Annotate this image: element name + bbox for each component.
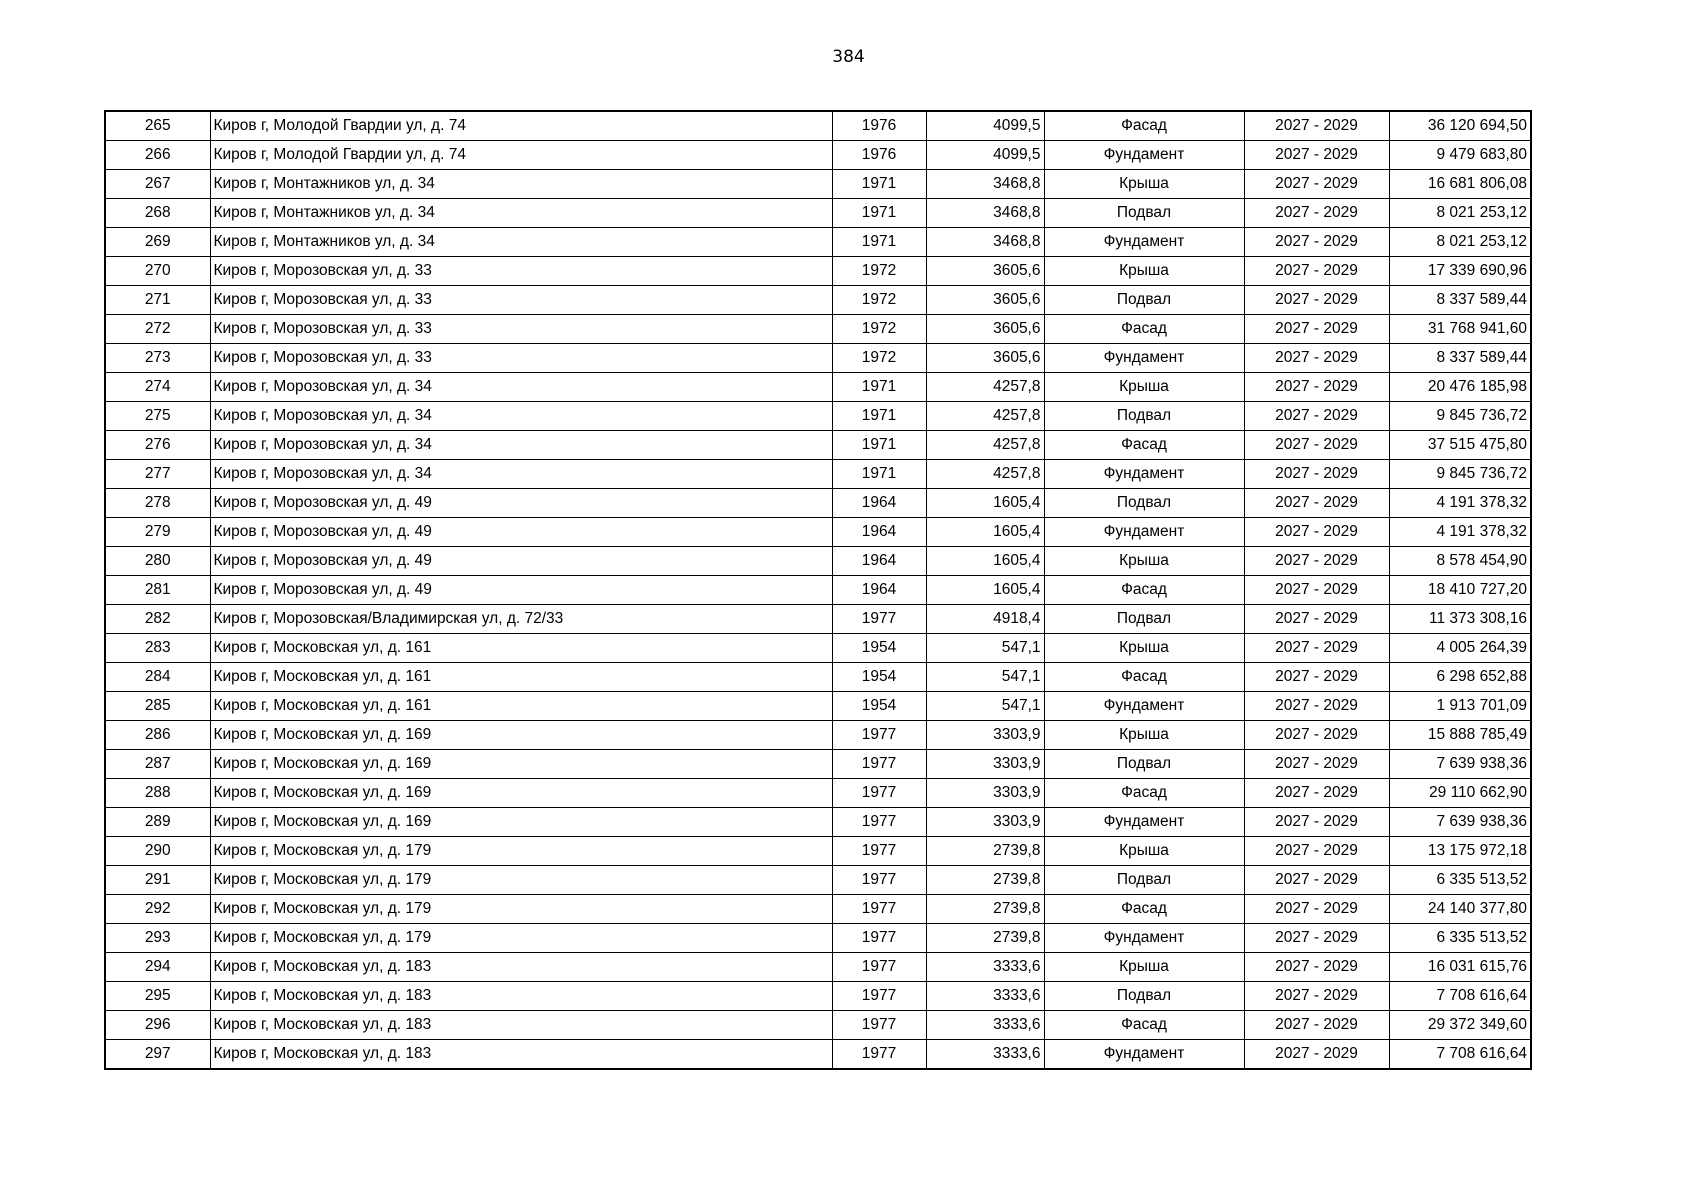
- row-number-cell: 289: [105, 808, 210, 837]
- cost-cell: 7 708 616,64: [1389, 1040, 1531, 1070]
- row-number-cell: 294: [105, 953, 210, 982]
- area-cell: 4918,4: [926, 605, 1044, 634]
- period-cell: 2027 - 2029: [1244, 895, 1389, 924]
- build-year-cell: 1971: [832, 228, 926, 257]
- work-type-cell: Фасад: [1044, 431, 1244, 460]
- table-row: [105, 721, 1531, 750]
- row-number-cell: 283: [105, 634, 210, 663]
- cost-cell: 8 021 253,12: [1389, 199, 1531, 228]
- area-cell: 3303,9: [926, 721, 1044, 750]
- work-type-cell: Крыша: [1044, 373, 1244, 402]
- row-number-cell: 281: [105, 576, 210, 605]
- period-cell: 2027 - 2029: [1244, 808, 1389, 837]
- row-number-cell: 279: [105, 518, 210, 547]
- area-cell: 3333,6: [926, 982, 1044, 1011]
- period-cell: 2027 - 2029: [1244, 257, 1389, 286]
- table-row: [105, 750, 1531, 779]
- period-cell: 2027 - 2029: [1244, 286, 1389, 315]
- cost-cell: 16 031 615,76: [1389, 953, 1531, 982]
- cost-cell: 16 681 806,08: [1389, 170, 1531, 199]
- build-year-cell: 1972: [832, 315, 926, 344]
- period-cell: 2027 - 2029: [1244, 170, 1389, 199]
- address-cell: Киров г, Молодой Гвардии ул, д. 74: [210, 141, 832, 170]
- table-row: [105, 837, 1531, 866]
- build-year-cell: 1977: [832, 779, 926, 808]
- build-year-cell: 1971: [832, 431, 926, 460]
- table-row: [105, 634, 1531, 663]
- address-cell: Киров г, Московская ул, д. 169: [210, 779, 832, 808]
- area-cell: 2739,8: [926, 895, 1044, 924]
- address-cell: Киров г, Московская ул, д. 179: [210, 924, 832, 953]
- period-cell: 2027 - 2029: [1244, 199, 1389, 228]
- address-cell: Киров г, Московская ул, д. 183: [210, 953, 832, 982]
- table-row: [105, 431, 1531, 460]
- period-cell: 2027 - 2029: [1244, 547, 1389, 576]
- area-cell: 3605,6: [926, 257, 1044, 286]
- build-year-cell: 1977: [832, 953, 926, 982]
- period-cell: 2027 - 2029: [1244, 373, 1389, 402]
- row-number-cell: 291: [105, 866, 210, 895]
- cost-cell: 9 479 683,80: [1389, 141, 1531, 170]
- period-cell: 2027 - 2029: [1244, 605, 1389, 634]
- work-type-cell: Фундамент: [1044, 518, 1244, 547]
- address-cell: Киров г, Морозовская ул, д. 34: [210, 373, 832, 402]
- work-type-cell: Подвал: [1044, 286, 1244, 315]
- row-number-cell: 276: [105, 431, 210, 460]
- address-cell: Киров г, Монтажников ул, д. 34: [210, 170, 832, 199]
- build-year-cell: 1971: [832, 402, 926, 431]
- row-number-cell: 284: [105, 663, 210, 692]
- work-type-cell: Фасад: [1044, 895, 1244, 924]
- area-cell: 3605,6: [926, 344, 1044, 373]
- cost-cell: 11 373 308,16: [1389, 605, 1531, 634]
- build-year-cell: 1964: [832, 547, 926, 576]
- area-cell: 3333,6: [926, 1011, 1044, 1040]
- table-body: [105, 111, 1531, 1069]
- period-cell: 2027 - 2029: [1244, 460, 1389, 489]
- address-cell: Киров г, Монтажников ул, д. 34: [210, 199, 832, 228]
- area-cell: 3303,9: [926, 808, 1044, 837]
- period-cell: 2027 - 2029: [1244, 228, 1389, 257]
- cost-cell: 29 372 349,60: [1389, 1011, 1531, 1040]
- cost-cell: 8 578 454,90: [1389, 547, 1531, 576]
- row-number-cell: 278: [105, 489, 210, 518]
- build-year-cell: 1972: [832, 286, 926, 315]
- build-year-cell: 1954: [832, 692, 926, 721]
- area-cell: 3468,8: [926, 170, 1044, 199]
- cost-cell: 7 639 938,36: [1389, 750, 1531, 779]
- cost-cell: 6 298 652,88: [1389, 663, 1531, 692]
- table-row: [105, 895, 1531, 924]
- row-number-cell: 297: [105, 1040, 210, 1070]
- area-cell: 2739,8: [926, 924, 1044, 953]
- row-number-cell: 265: [105, 111, 210, 141]
- table-row: [105, 460, 1531, 489]
- area-cell: 3303,9: [926, 750, 1044, 779]
- cost-cell: 4 191 378,32: [1389, 518, 1531, 547]
- build-year-cell: 1977: [832, 1040, 926, 1070]
- period-cell: 2027 - 2029: [1244, 837, 1389, 866]
- work-type-cell: Фундамент: [1044, 1040, 1244, 1070]
- area-cell: 3303,9: [926, 779, 1044, 808]
- row-number-cell: 269: [105, 228, 210, 257]
- period-cell: 2027 - 2029: [1244, 721, 1389, 750]
- cost-cell: 9 845 736,72: [1389, 402, 1531, 431]
- table-row: [105, 344, 1531, 373]
- period-cell: 2027 - 2029: [1244, 518, 1389, 547]
- table-row: [105, 518, 1531, 547]
- address-cell: Киров г, Морозовская ул, д. 33: [210, 286, 832, 315]
- table-row: [105, 170, 1531, 199]
- table-row: [105, 1040, 1531, 1070]
- build-year-cell: 1971: [832, 460, 926, 489]
- table-row: [105, 692, 1531, 721]
- address-cell: Киров г, Морозовская ул, д. 49: [210, 576, 832, 605]
- work-type-cell: Подвал: [1044, 982, 1244, 1011]
- table-row: [105, 982, 1531, 1011]
- area-cell: 1605,4: [926, 547, 1044, 576]
- row-number-cell: 282: [105, 605, 210, 634]
- cost-cell: 8 021 253,12: [1389, 228, 1531, 257]
- build-year-cell: 1976: [832, 141, 926, 170]
- address-cell: Киров г, Московская ул, д. 161: [210, 634, 832, 663]
- area-cell: 2739,8: [926, 837, 1044, 866]
- address-cell: Киров г, Морозовская ул, д. 34: [210, 402, 832, 431]
- table-row: [105, 286, 1531, 315]
- period-cell: 2027 - 2029: [1244, 576, 1389, 605]
- table-row: [105, 199, 1531, 228]
- area-cell: 4099,5: [926, 111, 1044, 141]
- address-cell: Киров г, Морозовская/Владимирская ул, д. 72/33: [210, 605, 832, 634]
- build-year-cell: 1971: [832, 373, 926, 402]
- area-cell: 3605,6: [926, 286, 1044, 315]
- cost-cell: 8 337 589,44: [1389, 286, 1531, 315]
- address-cell: Киров г, Московская ул, д. 179: [210, 837, 832, 866]
- row-number-cell: 286: [105, 721, 210, 750]
- work-type-cell: Крыша: [1044, 837, 1244, 866]
- work-type-cell: Крыша: [1044, 953, 1244, 982]
- cost-cell: 18 410 727,20: [1389, 576, 1531, 605]
- cost-cell: 7 639 938,36: [1389, 808, 1531, 837]
- area-cell: 547,1: [926, 663, 1044, 692]
- work-type-cell: Крыша: [1044, 257, 1244, 286]
- work-type-cell: Подвал: [1044, 489, 1244, 518]
- build-year-cell: 1954: [832, 634, 926, 663]
- address-cell: Киров г, Московская ул, д. 183: [210, 1011, 832, 1040]
- work-type-cell: Фасад: [1044, 111, 1244, 141]
- cost-cell: 36 120 694,50: [1389, 111, 1531, 141]
- area-cell: 3605,6: [926, 315, 1044, 344]
- table-row: [105, 402, 1531, 431]
- row-number-cell: 295: [105, 982, 210, 1011]
- period-cell: 2027 - 2029: [1244, 953, 1389, 982]
- table-row: [105, 605, 1531, 634]
- build-year-cell: 1977: [832, 721, 926, 750]
- build-year-cell: 1971: [832, 170, 926, 199]
- work-type-cell: Фасад: [1044, 1011, 1244, 1040]
- work-type-cell: Подвал: [1044, 750, 1244, 779]
- period-cell: 2027 - 2029: [1244, 634, 1389, 663]
- address-cell: Киров г, Морозовская ул, д. 34: [210, 431, 832, 460]
- address-cell: Киров г, Московская ул, д. 179: [210, 866, 832, 895]
- cost-cell: 29 110 662,90: [1389, 779, 1531, 808]
- work-type-cell: Подвал: [1044, 402, 1244, 431]
- work-type-cell: Подвал: [1044, 605, 1244, 634]
- period-cell: 2027 - 2029: [1244, 402, 1389, 431]
- row-number-cell: 275: [105, 402, 210, 431]
- cost-cell: 1 913 701,09: [1389, 692, 1531, 721]
- area-cell: 4099,5: [926, 141, 1044, 170]
- table-row: [105, 489, 1531, 518]
- build-year-cell: 1977: [832, 750, 926, 779]
- build-year-cell: 1964: [832, 518, 926, 547]
- work-type-cell: Фасад: [1044, 576, 1244, 605]
- work-type-cell: Крыша: [1044, 721, 1244, 750]
- build-year-cell: 1977: [832, 924, 926, 953]
- row-number-cell: 271: [105, 286, 210, 315]
- build-year-cell: 1976: [832, 111, 926, 141]
- area-cell: 1605,4: [926, 489, 1044, 518]
- work-type-cell: Фундамент: [1044, 344, 1244, 373]
- build-year-cell: 1977: [832, 982, 926, 1011]
- work-type-cell: Подвал: [1044, 199, 1244, 228]
- period-cell: 2027 - 2029: [1244, 779, 1389, 808]
- work-type-cell: Подвал: [1044, 866, 1244, 895]
- row-number-cell: 293: [105, 924, 210, 953]
- area-cell: 547,1: [926, 634, 1044, 663]
- address-cell: Киров г, Московская ул, д. 161: [210, 692, 832, 721]
- build-year-cell: 1971: [832, 199, 926, 228]
- table-row: [105, 373, 1531, 402]
- cost-cell: 6 335 513,52: [1389, 924, 1531, 953]
- build-year-cell: 1977: [832, 895, 926, 924]
- period-cell: 2027 - 2029: [1244, 344, 1389, 373]
- work-type-cell: Фундамент: [1044, 924, 1244, 953]
- table-row: [105, 141, 1531, 170]
- row-number-cell: 267: [105, 170, 210, 199]
- period-cell: 2027 - 2029: [1244, 431, 1389, 460]
- area-cell: 4257,8: [926, 373, 1044, 402]
- row-number-cell: 280: [105, 547, 210, 576]
- build-year-cell: 1972: [832, 344, 926, 373]
- area-cell: 4257,8: [926, 402, 1044, 431]
- row-number-cell: 285: [105, 692, 210, 721]
- row-number-cell: 270: [105, 257, 210, 286]
- address-cell: Киров г, Московская ул, д. 183: [210, 1040, 832, 1070]
- work-type-cell: Фундамент: [1044, 692, 1244, 721]
- work-type-cell: Фундамент: [1044, 460, 1244, 489]
- period-cell: 2027 - 2029: [1244, 982, 1389, 1011]
- cost-cell: 8 337 589,44: [1389, 344, 1531, 373]
- address-cell: Киров г, Морозовская ул, д. 49: [210, 547, 832, 576]
- row-number-cell: 292: [105, 895, 210, 924]
- table-row: [105, 228, 1531, 257]
- period-cell: 2027 - 2029: [1244, 692, 1389, 721]
- work-type-cell: Крыша: [1044, 547, 1244, 576]
- area-cell: 1605,4: [926, 518, 1044, 547]
- area-cell: 3333,6: [926, 1040, 1044, 1070]
- period-cell: 2027 - 2029: [1244, 111, 1389, 141]
- row-number-cell: 274: [105, 373, 210, 402]
- row-number-cell: 287: [105, 750, 210, 779]
- address-cell: Киров г, Монтажников ул, д. 34: [210, 228, 832, 257]
- period-cell: 2027 - 2029: [1244, 489, 1389, 518]
- table-row: [105, 663, 1531, 692]
- address-cell: Киров г, Морозовская ул, д. 34: [210, 460, 832, 489]
- period-cell: 2027 - 2029: [1244, 663, 1389, 692]
- build-year-cell: 1964: [832, 576, 926, 605]
- address-cell: Киров г, Московская ул, д. 161: [210, 663, 832, 692]
- address-cell: Киров г, Молодой Гвардии ул, д. 74: [210, 111, 832, 141]
- cost-cell: 13 175 972,18: [1389, 837, 1531, 866]
- address-cell: Киров г, Морозовская ул, д. 33: [210, 257, 832, 286]
- address-cell: Киров г, Морозовская ул, д. 33: [210, 315, 832, 344]
- cost-cell: 20 476 185,98: [1389, 373, 1531, 402]
- row-number-cell: 266: [105, 141, 210, 170]
- row-number-cell: 277: [105, 460, 210, 489]
- cost-cell: 4 191 378,32: [1389, 489, 1531, 518]
- cost-cell: 37 515 475,80: [1389, 431, 1531, 460]
- work-type-cell: Фундамент: [1044, 141, 1244, 170]
- table-row: [105, 953, 1531, 982]
- table-row: [105, 779, 1531, 808]
- cost-cell: 17 339 690,96: [1389, 257, 1531, 286]
- cost-cell: 9 845 736,72: [1389, 460, 1531, 489]
- build-year-cell: 1954: [832, 663, 926, 692]
- address-cell: Киров г, Морозовская ул, д. 49: [210, 489, 832, 518]
- cost-cell: 31 768 941,60: [1389, 315, 1531, 344]
- work-type-cell: Фундамент: [1044, 808, 1244, 837]
- build-year-cell: 1977: [832, 866, 926, 895]
- area-cell: 1605,4: [926, 576, 1044, 605]
- address-cell: Киров г, Московская ул, д. 179: [210, 895, 832, 924]
- address-cell: Киров г, Московская ул, д. 169: [210, 808, 832, 837]
- area-cell: 4257,8: [926, 460, 1044, 489]
- build-year-cell: 1977: [832, 605, 926, 634]
- address-cell: Киров г, Московская ул, д. 183: [210, 982, 832, 1011]
- address-cell: Киров г, Московская ул, д. 169: [210, 721, 832, 750]
- build-year-cell: 1972: [832, 257, 926, 286]
- row-number-cell: 290: [105, 837, 210, 866]
- area-cell: 2739,8: [926, 866, 1044, 895]
- work-type-cell: Фасад: [1044, 663, 1244, 692]
- table-row: [105, 924, 1531, 953]
- row-number-cell: 296: [105, 1011, 210, 1040]
- period-cell: 2027 - 2029: [1244, 750, 1389, 779]
- table-row: [105, 808, 1531, 837]
- work-type-cell: Фасад: [1044, 779, 1244, 808]
- build-year-cell: 1977: [832, 808, 926, 837]
- period-cell: 2027 - 2029: [1244, 315, 1389, 344]
- row-number-cell: 273: [105, 344, 210, 373]
- work-type-cell: Крыша: [1044, 634, 1244, 663]
- area-cell: 3333,6: [926, 953, 1044, 982]
- cost-cell: 7 708 616,64: [1389, 982, 1531, 1011]
- area-cell: 3468,8: [926, 228, 1044, 257]
- period-cell: 2027 - 2029: [1244, 866, 1389, 895]
- build-year-cell: 1977: [832, 1011, 926, 1040]
- row-number-cell: 288: [105, 779, 210, 808]
- period-cell: 2027 - 2029: [1244, 1011, 1389, 1040]
- address-cell: Киров г, Морозовская ул, д. 33: [210, 344, 832, 373]
- table-row: [105, 1011, 1531, 1040]
- build-year-cell: 1977: [832, 837, 926, 866]
- period-cell: 2027 - 2029: [1244, 1040, 1389, 1070]
- cost-cell: 24 140 377,80: [1389, 895, 1531, 924]
- table-row: [105, 547, 1531, 576]
- row-number-cell: 268: [105, 199, 210, 228]
- period-cell: 2027 - 2029: [1244, 141, 1389, 170]
- work-type-cell: Фасад: [1044, 315, 1244, 344]
- cost-cell: 15 888 785,49: [1389, 721, 1531, 750]
- period-cell: 2027 - 2029: [1244, 924, 1389, 953]
- page-number: 384: [832, 47, 865, 67]
- work-type-cell: Крыша: [1044, 170, 1244, 199]
- area-cell: 4257,8: [926, 431, 1044, 460]
- repair-schedule-table: [104, 110, 1532, 1070]
- address-cell: Киров г, Московская ул, д. 169: [210, 750, 832, 779]
- build-year-cell: 1964: [832, 489, 926, 518]
- table-row: [105, 576, 1531, 605]
- table-row: [105, 111, 1531, 141]
- work-type-cell: Фундамент: [1044, 228, 1244, 257]
- table-row: [105, 315, 1531, 344]
- row-number-cell: 272: [105, 315, 210, 344]
- table-row: [105, 866, 1531, 895]
- cost-cell: 4 005 264,39: [1389, 634, 1531, 663]
- table-row: [105, 257, 1531, 286]
- area-cell: 547,1: [926, 692, 1044, 721]
- area-cell: 3468,8: [926, 199, 1044, 228]
- address-cell: Киров г, Морозовская ул, д. 49: [210, 518, 832, 547]
- cost-cell: 6 335 513,52: [1389, 866, 1531, 895]
